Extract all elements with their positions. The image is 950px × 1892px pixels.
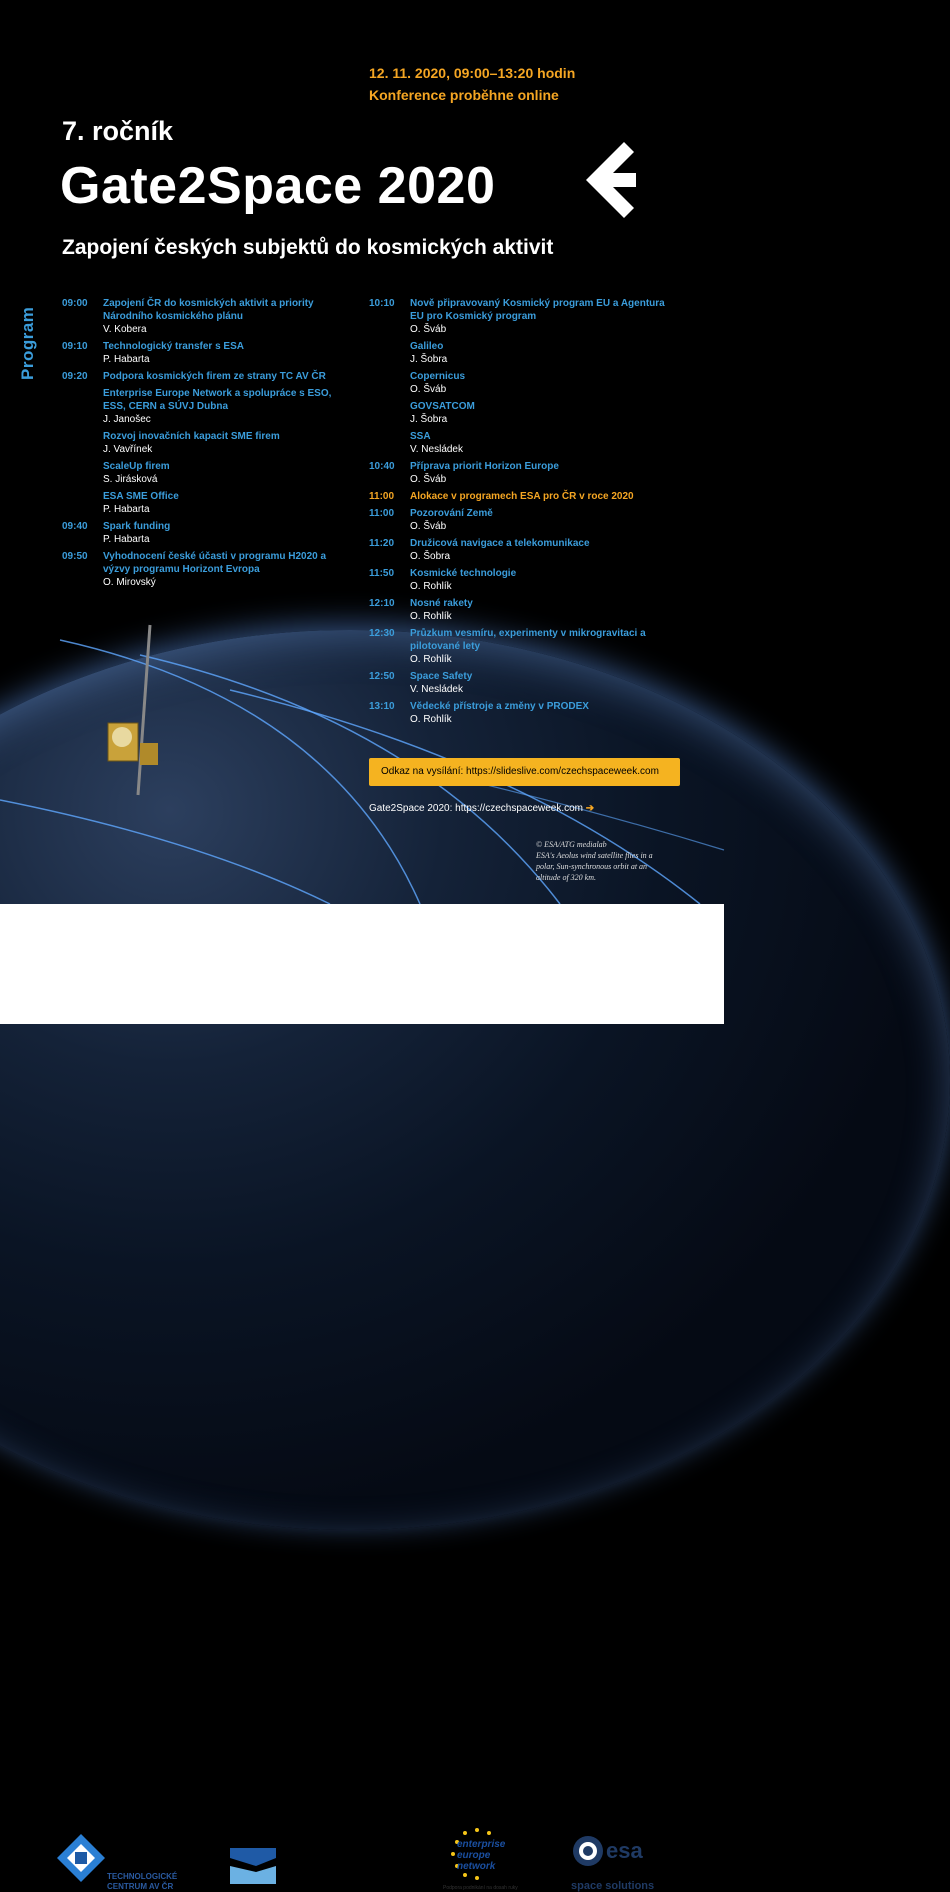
site-link[interactable] bbox=[369, 803, 594, 814]
program-title: Nosné rakety bbox=[410, 598, 473, 609]
program-item bbox=[369, 627, 669, 666]
program-title: SSA bbox=[410, 431, 431, 442]
program-title: Space Safety bbox=[410, 671, 473, 682]
date-line: 12. 11. 2020, 09:00–13:20 hodin bbox=[369, 65, 576, 81]
program-item bbox=[369, 460, 669, 486]
program-item bbox=[62, 297, 332, 336]
program-title: Příprava priorit Horizon Europe bbox=[410, 461, 559, 472]
program-title: Podpora kosmických firem ze strany TC AV ČR bbox=[103, 371, 326, 382]
program-time: 11:50 bbox=[369, 568, 395, 579]
program-side-label: Program bbox=[18, 306, 37, 380]
program-speaker: J. Janošec bbox=[103, 414, 151, 425]
program-title: GOVSATCOM bbox=[410, 401, 475, 412]
program-time: 12:10 bbox=[369, 598, 395, 609]
program-speaker: P. Habarta bbox=[103, 354, 150, 365]
program-title: Technologický transfer s ESA bbox=[103, 341, 244, 352]
credit-line-2: ESA's Aeolus wind satellite flies in a polar, Sun-synchronous orbit at an altitude of 320 km. bbox=[536, 851, 653, 882]
program-item bbox=[369, 597, 669, 623]
program-time: 12:50 bbox=[369, 671, 395, 682]
technology-centre-logo bbox=[55, 1832, 107, 1884]
program-right-column bbox=[369, 297, 669, 730]
program-item bbox=[369, 670, 669, 696]
een-text bbox=[457, 1839, 505, 1872]
image-credit bbox=[536, 839, 656, 883]
program-title: Družicová navigace a telekomunikace bbox=[410, 538, 590, 549]
program-title: Vědecké přístroje a změny v PRODEX bbox=[410, 701, 589, 712]
program-time: 09:40 bbox=[62, 521, 88, 532]
program-item bbox=[62, 460, 332, 486]
program-title: Galileo bbox=[410, 341, 444, 352]
page-subtitle: Zapojení českých subjektů do kosmických aktivit bbox=[62, 236, 554, 259]
program-time: 09:00 bbox=[62, 298, 88, 309]
poster bbox=[0, 0, 724, 904]
online-line: Konference proběhne online bbox=[369, 87, 559, 103]
program-speaker: V. Nesládek bbox=[410, 444, 463, 455]
edition-label: 7. ročník bbox=[62, 116, 174, 146]
program-time: 13:10 bbox=[369, 701, 395, 712]
program-item bbox=[369, 537, 669, 563]
program-item bbox=[62, 430, 332, 456]
program-time: 11:00 bbox=[369, 508, 395, 519]
esa-tagline: space solutions bbox=[571, 1880, 655, 1892]
program-speaker: J. Vavřínek bbox=[103, 444, 153, 455]
esa-logo-text: esa bbox=[606, 1838, 643, 1863]
program-time: 11:00 bbox=[369, 491, 395, 502]
program-time: 10:40 bbox=[369, 461, 395, 472]
program-item bbox=[369, 430, 669, 456]
footer-logos bbox=[0, 904, 724, 1892]
program-speaker: O. Rohlík bbox=[410, 611, 452, 622]
page-title: Gate2Space 2020 bbox=[60, 157, 496, 215]
arrow-right-icon: ➔ bbox=[585, 803, 595, 814]
program-title: Enterprise Europe Network a spolupráce s ESO, ESS, CERN a SÚVJ Dubna bbox=[103, 388, 332, 412]
program-speaker: S. Jirásková bbox=[103, 474, 158, 485]
credit-line-1: © ESA/ATG medialab bbox=[536, 840, 607, 849]
arrow-left-icon bbox=[584, 140, 636, 220]
program-item bbox=[62, 340, 332, 366]
satellite-image bbox=[100, 625, 190, 805]
program-title: ESA SME Office bbox=[103, 491, 179, 502]
program-item bbox=[62, 370, 332, 383]
site-link-text[interactable]: Gate2Space 2020: https://czechspaceweek.com bbox=[369, 803, 584, 814]
program-speaker: V. Kobera bbox=[103, 324, 147, 335]
een-tagline: Podpora podnikání na dosah ruky bbox=[443, 1885, 518, 1891]
program-title: Průzkum vesmíru, experimenty v mikrogravitaci a pilotované lety bbox=[410, 628, 646, 652]
event-date bbox=[369, 62, 575, 106]
een-line-3: network bbox=[457, 1861, 496, 1872]
program-item bbox=[62, 550, 332, 589]
program-item bbox=[369, 507, 669, 533]
program-title: Rozvoj inovačních kapacit SME firem bbox=[103, 431, 280, 442]
program-speaker: O. Šváb bbox=[410, 521, 447, 532]
program-speaker: O. Šváb bbox=[410, 474, 447, 485]
program-speaker: O. Šobra bbox=[410, 551, 451, 562]
program-title: Zapojení ČR do kosmických aktivit a priority Národního kosmického plánu bbox=[103, 298, 314, 322]
program-speaker: P. Habarta bbox=[103, 534, 150, 545]
program-item bbox=[369, 567, 669, 593]
program-speaker: O. Mirovský bbox=[103, 577, 156, 588]
ministry-text: Ministerstvo dopravy bbox=[280, 1855, 381, 1867]
program-speaker: P. Habarta bbox=[103, 504, 150, 515]
esa-globe-icon bbox=[571, 1834, 605, 1868]
program-item bbox=[369, 490, 669, 503]
program-title: Nově připravovaný Kosmický program EU a Agentura EU pro Kosmický program bbox=[410, 298, 665, 322]
program-speaker: J. Šobra bbox=[410, 354, 448, 365]
program-item bbox=[369, 340, 669, 366]
program-speaker: V. Nesládek bbox=[410, 684, 463, 695]
program-speaker: O. Rohlík bbox=[410, 654, 452, 665]
program-title: Vyhodnocení české účasti v programu H2020 a výzvy programu Horizont Evropa bbox=[103, 551, 327, 575]
program-speaker: O. Rohlík bbox=[410, 714, 452, 725]
tc-line-1: TECHNOLOGICKÉ bbox=[107, 1872, 178, 1881]
tc-line-2: CENTRUM AV ČR bbox=[107, 1882, 174, 1891]
program-speaker: J. Šobra bbox=[410, 414, 448, 425]
program-title: Alokace v programech ESA pro ČR v roce 2020 bbox=[410, 491, 634, 502]
program-time: 09:10 bbox=[62, 341, 88, 352]
program-speaker: O. Rohlík bbox=[410, 581, 452, 592]
een-line-2: europe bbox=[457, 1850, 491, 1861]
program-title: ScaleUp firem bbox=[103, 461, 170, 472]
program-item bbox=[369, 700, 669, 726]
program-title: Copernicus bbox=[410, 371, 466, 382]
program-item bbox=[62, 490, 332, 516]
program-speaker: O. Šváb bbox=[410, 384, 447, 395]
technology-centre-text bbox=[107, 1872, 177, 1892]
ministry-logo bbox=[230, 1848, 276, 1884]
program-item bbox=[369, 297, 669, 336]
program-left-column bbox=[62, 297, 332, 593]
program-item bbox=[62, 520, 332, 546]
program-time: 09:50 bbox=[62, 551, 88, 562]
program-title: Pozorování Země bbox=[410, 508, 493, 519]
program-item bbox=[369, 370, 669, 396]
program-title: Kosmické technologie bbox=[410, 568, 517, 579]
program-time: 12:30 bbox=[369, 628, 395, 639]
stream-link[interactable]: Odkaz na vysílání: https://slideslive.com/czechspaceweek.com bbox=[369, 758, 680, 786]
program-time: 11:20 bbox=[369, 538, 395, 549]
een-line-1: enterprise bbox=[457, 1839, 506, 1850]
program-time: 09:20 bbox=[62, 371, 88, 382]
program-time: 10:10 bbox=[369, 298, 395, 309]
program-speaker: O. Šváb bbox=[410, 324, 447, 335]
program-title: Spark funding bbox=[103, 521, 171, 532]
program-item bbox=[369, 400, 669, 426]
program-item bbox=[62, 387, 332, 426]
